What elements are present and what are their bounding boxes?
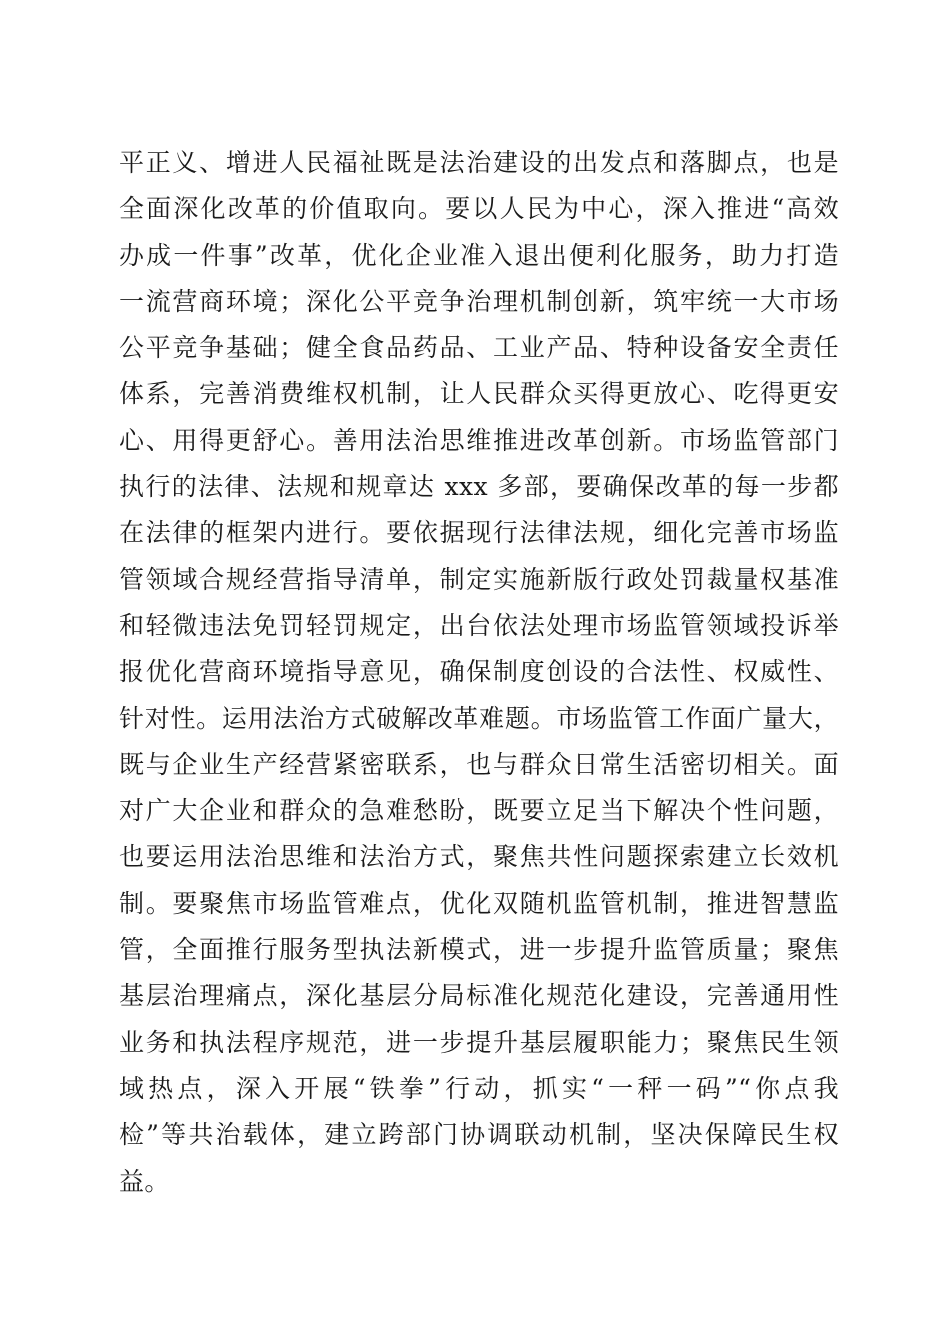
text-line: 管领域合规经营指导清单，制定实施新版行政处罚裁量权基准 bbox=[119, 564, 839, 594]
text-line: 检”等共治载体，建立跨部门协调联动机制，坚决保障民生权 bbox=[119, 1120, 839, 1150]
text-line: 体系，完善消费维权机制，让人民群众买得更放心、吃得更安 bbox=[119, 379, 839, 409]
text-line: 全面深化改革的价值取向。要以人民为中心，深入推进“高效 bbox=[119, 194, 839, 224]
text-line: 域热点，深入开展“铁拳”行动，抓实“一秤一码”“你点我 bbox=[119, 1073, 839, 1103]
text-line: 制。要聚焦市场监管难点，优化双随机监管机制，推进智慧监 bbox=[119, 888, 839, 918]
text-line: 执行的法律、法规和规章达 xxx 多部，要确保改革的每一步都 bbox=[119, 472, 839, 502]
text-line: 对广大企业和群众的急难愁盼，既要立足当下解决个性问题， bbox=[119, 796, 839, 826]
text-line: 既与企业生产经营紧密联系，也与群众日常生活密切相关。面 bbox=[119, 749, 839, 779]
text-line: 一流营商环境；深化公平竞争治理机制创新，筑牢统一大市场 bbox=[119, 286, 839, 316]
text-line: 报优化营商环境指导意见，确保制度创设的合法性、权威性、 bbox=[119, 657, 839, 687]
body-paragraph bbox=[119, 140, 839, 1205]
text-line: 心、用得更舒心。善用法治思维推进改革创新。市场监管部门 bbox=[119, 425, 839, 455]
text-line: 和轻微违法免罚轻罚规定，出台依法处理市场监管领域投诉举 bbox=[119, 610, 839, 640]
text-line: 办成一件事”改革，优化企业准入退出便利化服务，助力打造 bbox=[119, 240, 839, 270]
text-line: 管，全面推行服务型执法新模式，进一步提升监管质量；聚焦 bbox=[119, 935, 839, 965]
text-line: 针对性。运用法治方式破解改革难题。市场监管工作面广量大， bbox=[119, 703, 839, 733]
text-line: 益。 bbox=[119, 1166, 170, 1196]
text-line: 也要运用法治思维和法治方式，聚焦共性问题探索建立长效机 bbox=[119, 842, 839, 872]
text-line: 业务和执法程序规范，进一步提升基层履职能力；聚焦民生领 bbox=[119, 1027, 839, 1057]
text-line: 在法律的框架内进行。要依据现行法律法规，细化完善市场监 bbox=[119, 518, 839, 548]
text-line: 基层治理痛点，深化基层分局标准化规范化建设，完善通用性 bbox=[119, 981, 839, 1011]
text-line: 平正义、增进人民福祉既是法治建设的出发点和落脚点，也是 bbox=[119, 148, 839, 177]
text-line: 公平竞争基础；健全食品药品、工业产品、特种设备安全责任 bbox=[119, 333, 839, 363]
